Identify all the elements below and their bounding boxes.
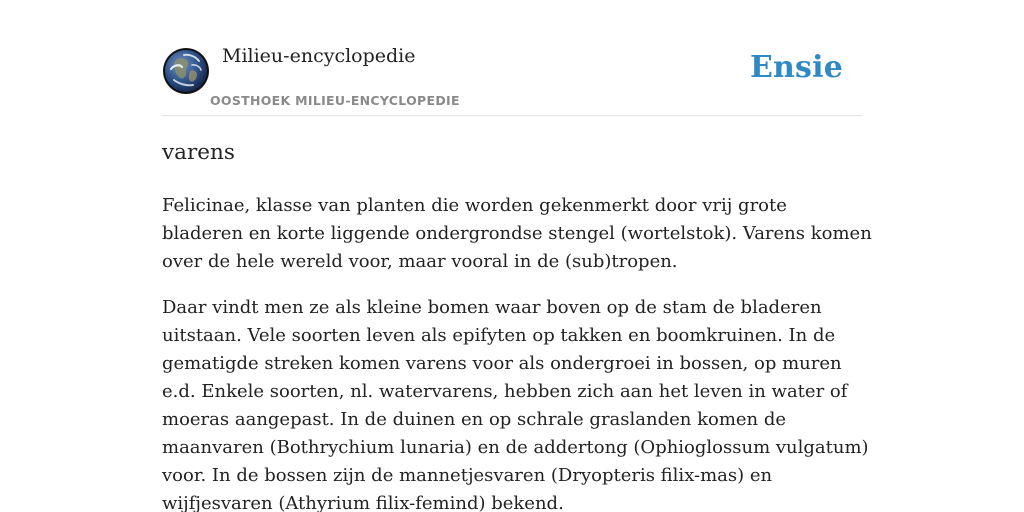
site-title[interactable]: Milieu-encyclopedie [222,45,416,67]
site-subtitle[interactable]: OOSTHOEK MILIEU-ENCYCLOPEDIE [210,93,460,108]
entry-paragraph: Daar vindt men ze als kleine bomen waar boven op de stam de bladeren uitstaan. Vele soorten leven als epifyten op takken en boomkruinen. In de gematigde streken komen varens voor als ondergroei in bossen, op muren e.d. Enkele soorten, nl. watervarens, hebben zich aan het leven in water of moeras aangepast. In de duinen en op schrale graslanden komen de maanvaren (Bothrychium lunaria) en de addertong (Ophioglossum vulgatum) voor. In de bossen zijn de mannetjesvaren (Dryopteris filix-mas) en wijfjesvaren (Athyrium filix-femind) bekend. [162,297,869,512]
ensie-logo-link[interactable]: Ensie [749,50,843,85]
entry-paragraph: Felicinae, klasse van planten die worden gekenmerkt door vrij grote bladeren en korte liggende ondergrondse stengel (wortelstok). Varens komen over de hele wereld voor, maar vooral in de (sub)tropen. [162,195,872,272]
earth-globe-icon[interactable] [162,47,210,95]
page [162,0,872,512]
entry-body [162,192,872,512]
site-header [162,0,862,116]
entry-title: varens [162,140,235,165]
